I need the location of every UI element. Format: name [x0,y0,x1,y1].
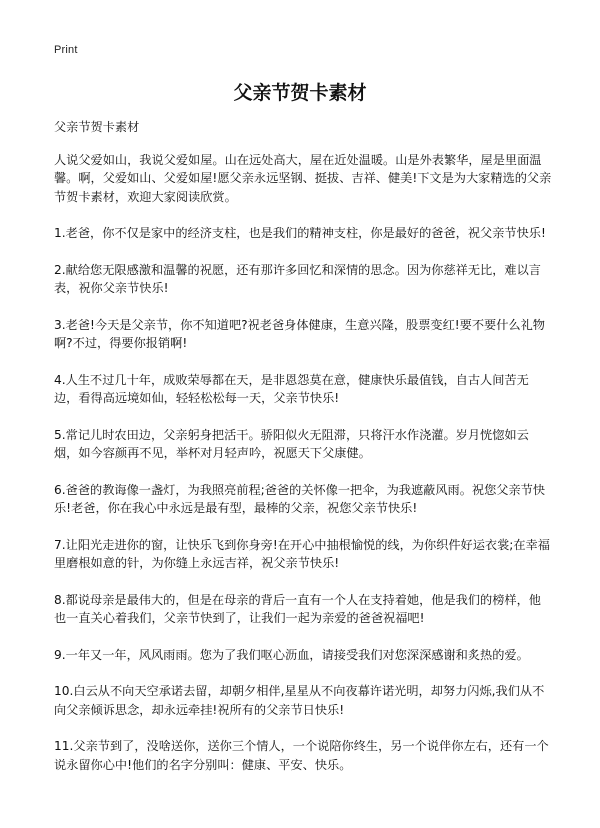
page-title: 父亲节贺卡素材 [233,82,367,104]
article-body [54,118,552,792]
greeting-item-7: 7.让阳光走进你的窗，让快乐飞到你身旁!在开心中抽根愉悦的线，为你织件好运衣裳;在幸福里磨根如意的针，为你缝上永远吉祥，祝父亲节快乐! [54,537,550,570]
intro-paragraph: 人说父爱如山，我说父爱如屋。山在远处高大，屋在近处温暖。山是外表繁华，屋是里面温馨。啊，父爱如山、父爱如屋!愿父亲永远坚钢、挺拔、吉祥、健美!下文是为大家精选的父亲节贺卡素材，欢迎大家阅读欣赏。 [54,152,552,204]
greeting-item-4: 4.人生不过几十年，成败荣辱都在天，是非恩怨莫在意，健康快乐最值钱，自古人间苦无边，看得高远境如仙，轻轻松松每一天，父亲节快乐! [54,372,529,405]
greeting-item-8: 8.都说母亲是最伟大的，但是在母亲的背后一直有一个人在支持着她，他是我们的榜样，他也一直关心着我们，父亲节快到了，让我们一起为亲爱的爸爸祝福吧! [54,592,541,625]
greeting-item-9: 9.一年又一年，风风雨雨。您为了我们呕心沥血，请接受我们对您深深感谢和炙热的爱。 [54,647,529,662]
greeting-item-6: 6.爸爸的教诲像一盏灯，为我照亮前程;爸爸的关怀像一把伞，为我遮蔽风雨。祝您父亲节快乐!老爸，你在我心中永远是最有型，最棒的父亲，祝您父亲节快乐! [54,482,546,515]
greeting-item-10: 10.白云从不向天空承诺去留，却朝夕相伴,星星从不向夜幕许诺光明，却努力闪烁,我们从不向父亲倾诉思念，却永远牵挂!祝所有的父亲节日快乐! [54,684,545,717]
greeting-item-3: 3.老爸!今天是父亲节，你不知道吧?祝老爸身体健康，生意兴隆，股票变红!要不要什么礼物啊?不过，得要你报销啊! [54,317,545,350]
article-subtitle: 父亲节贺卡素材 [54,120,140,134]
greeting-item-2: 2.献给您无限感激和温馨的祝愿，还有那许多回忆和深情的思念。因为你慈祥无比，难以言表，祝你父亲节快乐! [54,262,541,295]
greeting-item-5: 5.常记儿时农田边，父亲躬身把活干。骄阳似火无阻滞，只将汗水作浇灌。岁月恍惚如云烟，如今容颜再不见，举杯对月轻声吟，祝愿天下父康健。 [54,427,529,460]
greeting-item-11: 11.父亲节到了，没啥送你，送你三个情人，一个说陪你终生，另一个说伴你左右，还有一个说永留你心中!他们的名字分别叫：健康、平安、快乐。 [54,739,549,772]
greeting-item-1: 1.老爸，你不仅是家中的经济支柱，也是我们的精神支柱，你是最好的爸爸，祝父亲节快乐! [54,226,546,240]
print-link[interactable]: Print [54,44,78,56]
